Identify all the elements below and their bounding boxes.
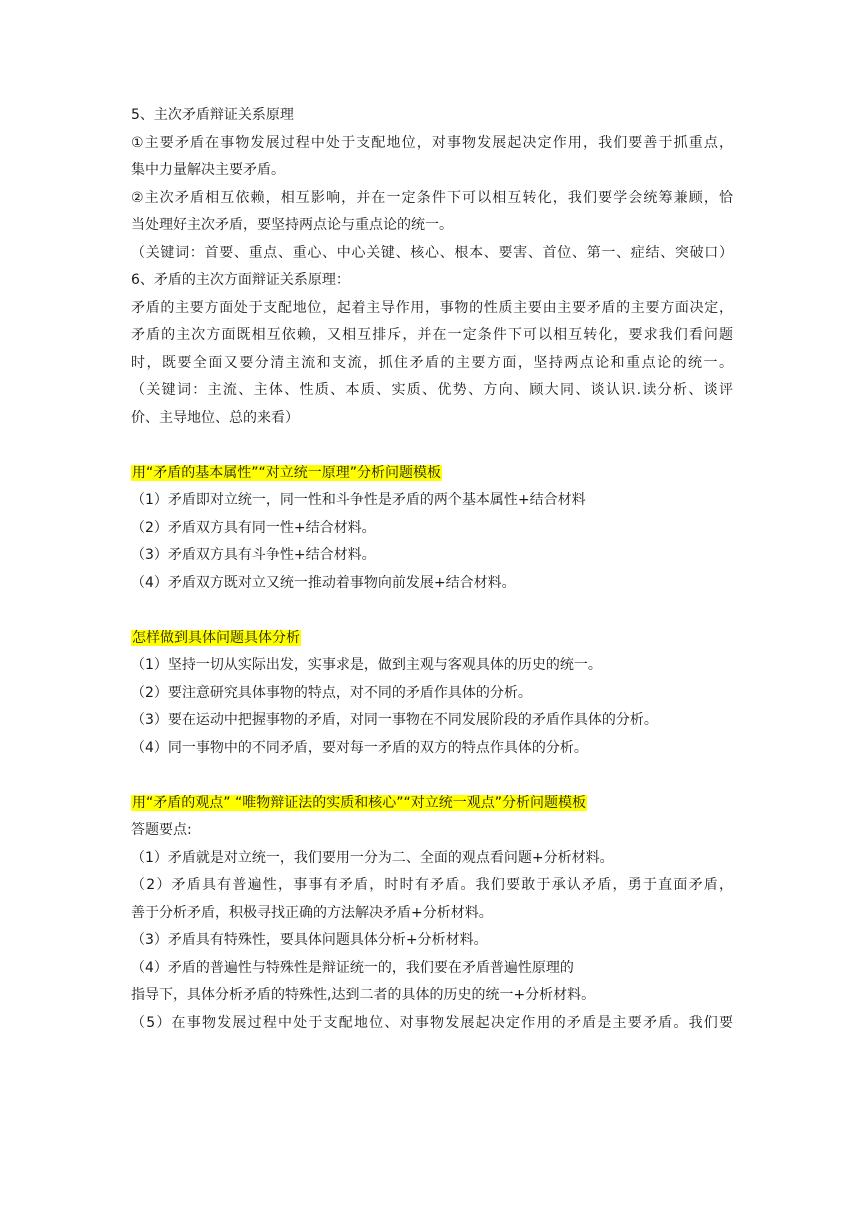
list-item: （1）矛盾即对立统一，同一性和斗争性是矛盾的两个基本属性+结合材料: [131, 492, 586, 508]
spacer: [131, 432, 733, 460]
list-item: （4）同一事物中的不同矛盾，要对每一矛盾的双方的特点作具体的分析。: [131, 739, 588, 756]
keywords-line: 价、主导地位、总的来看）: [131, 409, 299, 426]
list-item: 指导下，具体分析矛盾的特殊性,达到二者的具体的历史的统一+分析材料。: [131, 987, 596, 1003]
paragraph-line: 时，既要全面又要分清主流和支流，抓住矛盾的主要方面，坚持两点论和重点论的统一。: [131, 354, 733, 371]
heading-concrete-analysis: 怎样做到具体问题具体分析: [132, 629, 300, 646]
spacer: [131, 597, 733, 625]
list-item: （2）矛盾具有普遍性，事事有矛盾，时时有矛盾。我们要敢于承认矛盾，勇于直面矛盾，: [131, 877, 733, 893]
keywords-line: （关键词：首要、重点、重心、中心关键、核心、根本、要害、首位、第一、症结、突破口）: [131, 244, 733, 261]
keywords-line: （关键词：主流、主体、性质、本质、实质、优势、方向、顾大同、谈认识.读分析、谈评: [131, 382, 733, 398]
paragraph-line: 集中力量解决主要矛盾。: [131, 162, 285, 178]
list-item: （5）在事物发展过程中处于支配地位、对事物发展起决定作用的矛盾是主要矛盾。我们要: [131, 1014, 733, 1031]
list-item: （3）矛盾具有特殊性，要具体问题具体分析+分析材料。: [131, 932, 488, 948]
paragraph-line: 矛盾的主次方面既相互依赖，又相互排斥，并在一定条件下可以相互转化，要求我们看问题: [131, 327, 733, 343]
highlighted-heading: [131, 460, 733, 488]
paragraph-line: ②主次矛盾相互依赖，相互影响，并在一定条件下可以相互转化，我们要学会统筹兼顾，恰: [131, 189, 733, 206]
list-item: （1）矛盾就是对立统一，我们要用一分为二、全面的观点看问题+分析材料。: [131, 849, 614, 866]
paragraph-line: 当处理好主次矛盾，要坚持两点论与重点论的统一。: [131, 217, 453, 233]
highlighted-heading: [131, 625, 733, 653]
list-item: （4）矛盾的普遍性与特殊性是辩证统一的，我们要在矛盾普遍性原理的: [131, 959, 574, 976]
list-item: （3）矛盾双方具有斗争性+结合材料。: [131, 547, 376, 563]
section-title-contradiction-aspects: 6、矛盾的主次方面辩证关系原理：: [131, 272, 350, 288]
section-title-principal-contradiction: 5、主次矛盾辩证关系原理: [131, 107, 294, 123]
list-item: 善于分析矛盾，积极寻找正确的方法解决矛盾+分析材料。: [131, 904, 493, 921]
list-item: （3）要在运动中把握事物的矛盾，对同一事物在不同发展阶段的矛盾作具体的分析。: [131, 712, 658, 728]
list-item: （1）坚持一切从实际出发，实事求是，做到主观与客观具体的历史的统一。: [131, 657, 602, 673]
answer-points-label: 答题要点:: [131, 822, 192, 838]
highlighted-heading: [131, 790, 733, 818]
paragraph-line: ①主要矛盾在事物发展过程中处于支配地位，对事物发展起决定作用，我们要善于抓重点，: [131, 134, 733, 151]
spacer: [131, 762, 733, 790]
paragraph-line: 矛盾的主要方面处于支配地位，起着主导作用，事物的性质主要由主要矛盾的主要方面决定，: [131, 299, 733, 316]
list-item: （2）矛盾双方具有同一性+结合材料。: [131, 519, 376, 536]
heading-basic-attributes: 用“矛盾的基本属性”“对立统一原理”分析问题模板: [132, 464, 442, 481]
heading-contradiction-viewpoint: 用“矛盾的观点” “唯物辩证法的实质和核心”“对立统一观点”分析问题模板: [132, 794, 586, 811]
list-item: （2）要注意研究具体事物的特点，对不同的矛盾作具体的分析。: [131, 684, 532, 701]
list-item: （4）矛盾双方既对立又统一推动着事物向前发展+结合材料。: [131, 574, 516, 591]
document-body: [131, 102, 733, 1037]
